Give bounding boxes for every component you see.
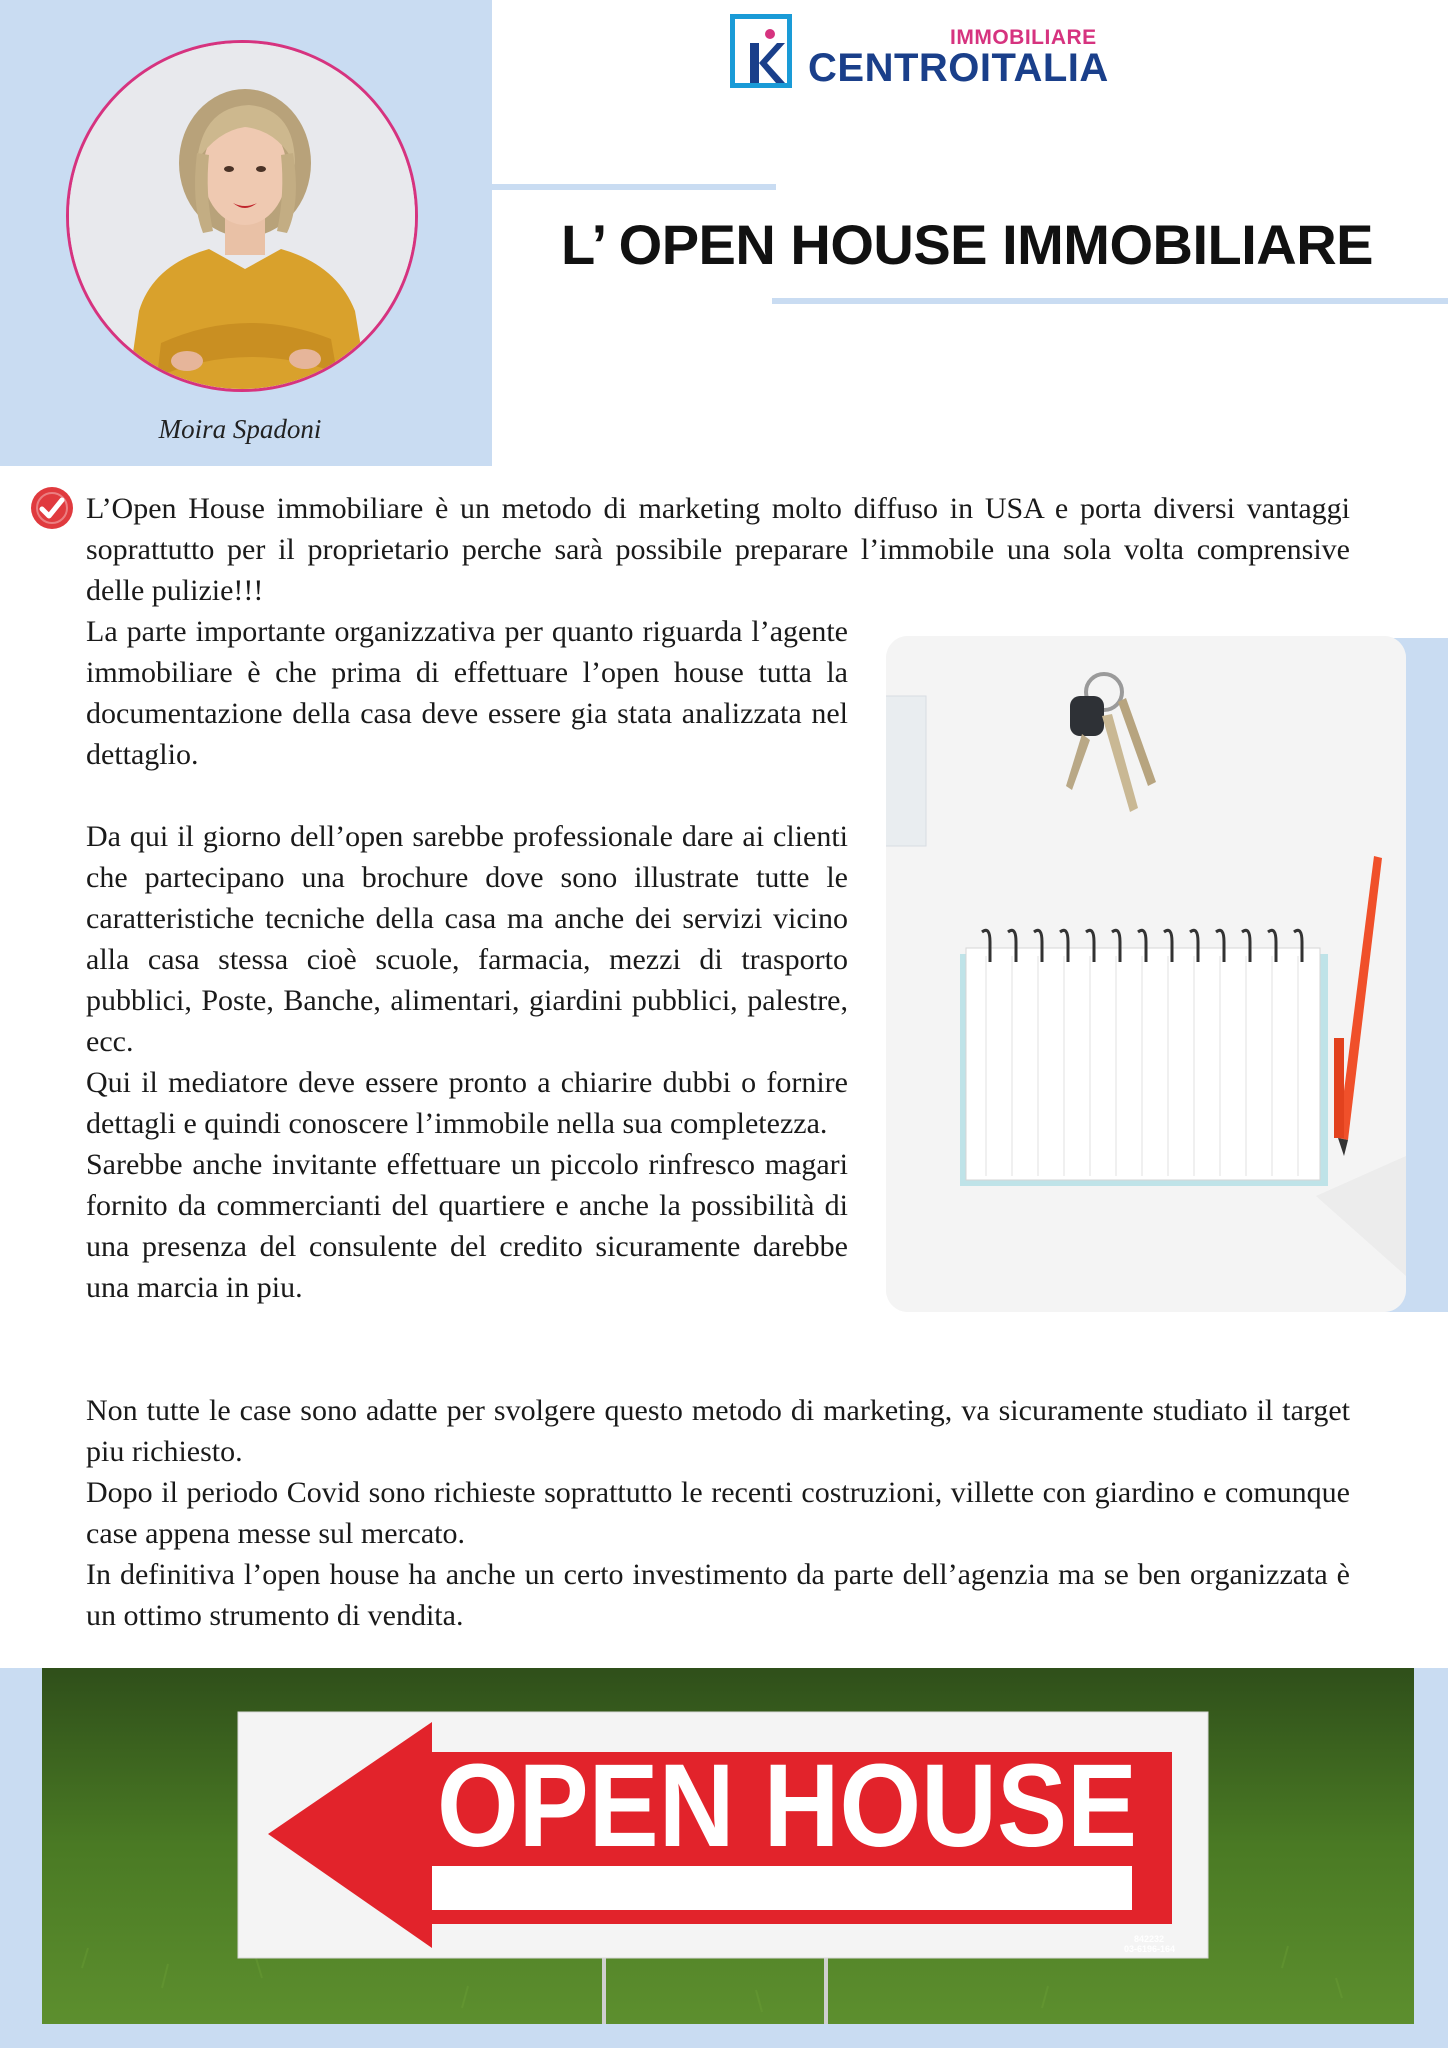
- paragraph-covid: Dopo il periodo Covid sono richieste soprattutto le recenti costruzioni, villette con giardino e comunque case appena messe sul mercato.: [86, 1476, 1350, 1550]
- sign-code-1: 842232: [1134, 1934, 1165, 1944]
- k-logo-icon: [730, 14, 792, 88]
- desk-photo-image: [886, 636, 1406, 1312]
- paragraph-target: Non tutte le case sono adatte per svolgere questo metodo di marketing, va sicuramente studiato il target piu richiesto.: [86, 1394, 1350, 1468]
- check-circle-icon: [30, 486, 74, 530]
- left-column-text: [86, 611, 848, 1308]
- paragraph-mediator: Qui il mediatore deve essere pronto a chiarire dubbi o fornire dettagli e quindi conoscere l’immobile nella sua completezza.: [86, 1066, 848, 1140]
- sign-code-2: 03-6196-164: [1124, 1944, 1176, 1954]
- closing-text: [86, 1390, 1350, 1636]
- desk-photo: [886, 636, 1406, 1312]
- paragraph-gap: [86, 775, 848, 816]
- author-portrait: [66, 40, 418, 392]
- author-portrait-image: [69, 43, 418, 392]
- notebook-icon: [960, 930, 1328, 1186]
- paragraph-documentation: La parte importante organizzativa per quanto riguarda l’agente immobiliare è che prima di effettuare l’open house tutta la documentazione della casa deve essere gia stata analizzata nel dettaglio.: [86, 615, 848, 771]
- open-house-photo: [42, 1668, 1414, 2024]
- title-rule-top: [492, 184, 776, 190]
- paragraph-brochure: Da qui il giorno dell’open sarebbe professionale dare ai clienti che partecipano una brochure dove sono illustrate tutte le caratteristiche tecniche della casa ma anche dei servizi vicino alla casa stessa cioè scuole, farmacia, mezzi di trasporto pubblici, Poste, Banche, alimentari, giardini pubblici, palestre, ecc.: [86, 820, 848, 1058]
- paragraph-refreshment: Sarebbe anche invitante effettuare un piccolo rinfresco magari fornito da commercianti del quartiere e anche la possibilità di una presenza del consulente del credito sicuramente darebbe una marcia in piu.: [86, 1148, 848, 1304]
- intro-paragraph: L’Open House immobiliare è un metodo di marketing molto diffuso in USA e porta diversi vantaggi soprattutto per il proprietario perche sarà possibile preparare l’immobile una sola volta comprensive delle pulizie!!!: [86, 492, 1350, 607]
- paragraph-conclusion: In definitiva l’open house ha anche un certo investimento da parte dell’agenzia ma se ben organizzata è un ottimo strumento di vendita.: [86, 1558, 1350, 1632]
- title-rule-bottom: [772, 298, 1448, 304]
- author-panel: [0, 0, 492, 466]
- sign-text: OPEN HOUSE: [437, 1740, 1137, 1872]
- logo-subtitle: IMMOBILIARE: [950, 26, 1097, 49]
- author-name: Moira Spadoni: [158, 414, 322, 444]
- logo-name: CENTROITALIA: [808, 46, 1109, 90]
- lawn-sign-image: [42, 1668, 1414, 2024]
- company-logo[interactable]: [730, 12, 1109, 96]
- page-title: L’ OPEN HOUSE IMMOBILIARE: [560, 213, 1374, 276]
